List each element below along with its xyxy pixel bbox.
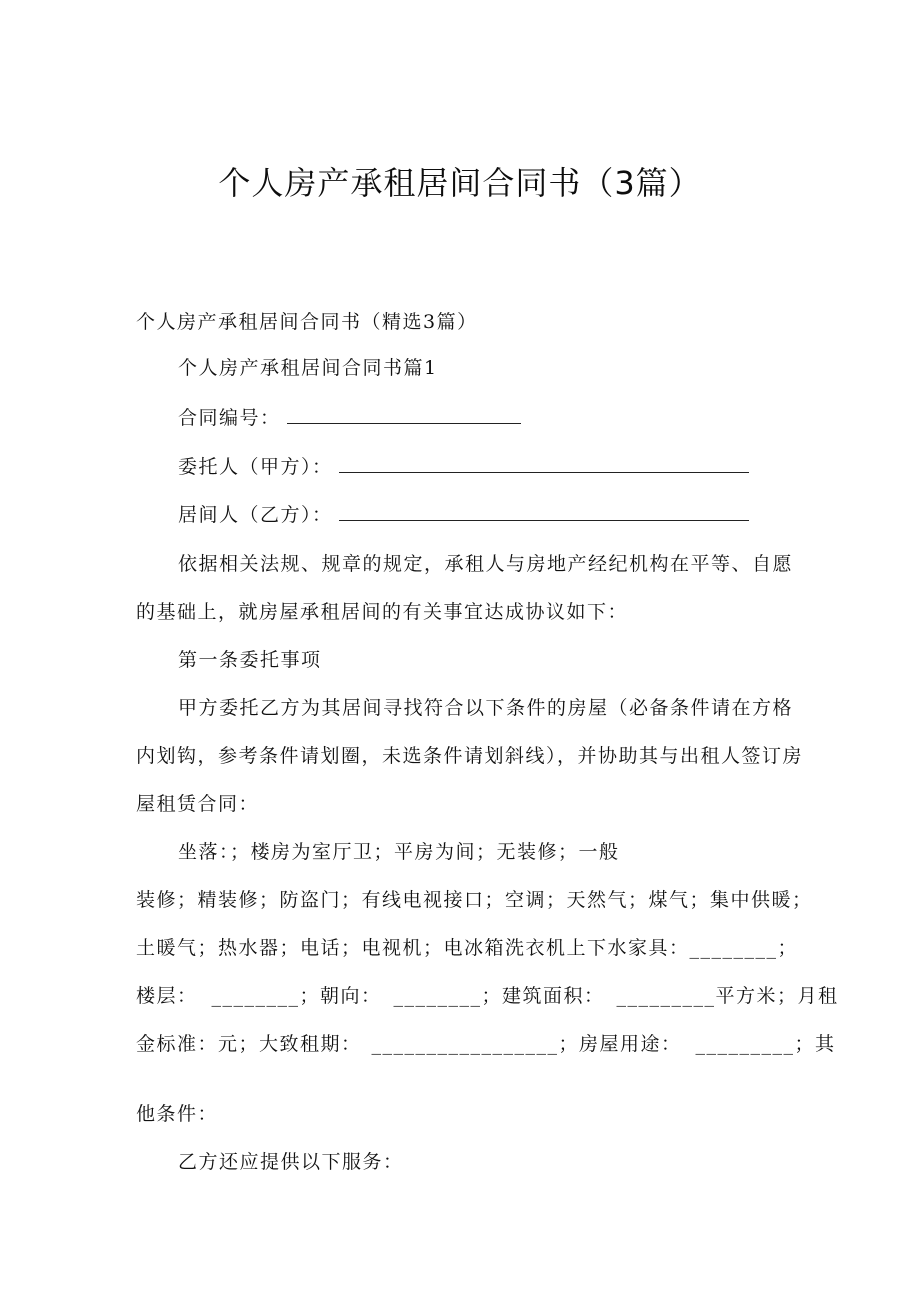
client-blank [339,454,749,473]
rent-segment: _________平方米；月租 [616,985,839,1007]
rent-standard-segment: 金标准：元；大致租期： [136,1033,362,1055]
orientation-segment: ________；朝向： [211,985,382,1007]
agent-blank [339,502,749,521]
intro-line-2: 的基础上，就房屋承租居间的有关事宜达成协议如下： [136,601,629,623]
contract-number-label: 合同编号： [178,407,281,429]
paragraph-1-line-3: 屋租赁合同： [136,793,260,815]
services-line: 乙方还应提供以下服务： [178,1151,404,1173]
conditions-line-3: 土暖气；热水器；电话；电视机；电冰箱洗衣机上下水家具：________； [136,937,799,959]
conditions-line-1: 坐落：；楼房为室厅卫；平房为间；无装修；一般 [178,841,620,863]
conditions-line-5 [136,1031,836,1057]
article-1-heading: 第一条委托事项 [178,649,322,671]
section-title: 个人房产承租居间合同书篇1 [178,357,438,379]
conditions-line-4 [136,983,839,1009]
floor-label: 楼层： [136,985,198,1007]
agent-label: 居间人（乙方）： [178,504,333,526]
contract-number-row [178,405,521,431]
area-segment: ________；建筑面积： [393,985,605,1007]
paragraph-1-line-2: 内划钩，参考条件请划圈，未选条件请划斜线），并协助其与出租人签订房 [136,745,804,767]
other-segment: _________；其 [695,1033,836,1055]
document-title: 个人房产承租居间合同书（3篇） [218,164,702,202]
client-label: 委托人（甲方）： [178,456,333,478]
conditions-line-2: 装修；精装修；防盗门；有线电视接口；空调；天然气；煤气；集中供暖； [136,889,813,911]
intro-line-1: 依据相关法规、规章的规定，承租人与房地产经纪机构在平等、自愿 [178,553,794,575]
contract-number-blank [287,405,521,424]
agent-row [178,502,749,528]
usage-segment: _________________；房屋用途： [371,1033,682,1055]
document-subtitle: 个人房产承租居间合同书（精选3篇） [136,311,478,333]
client-row [178,454,749,480]
paragraph-1-line-1: 甲方委托乙方为其居间寻找符合以下条件的房屋（必备条件请在方格 [178,697,794,719]
conditions-line-6: 他条件： [136,1103,219,1125]
